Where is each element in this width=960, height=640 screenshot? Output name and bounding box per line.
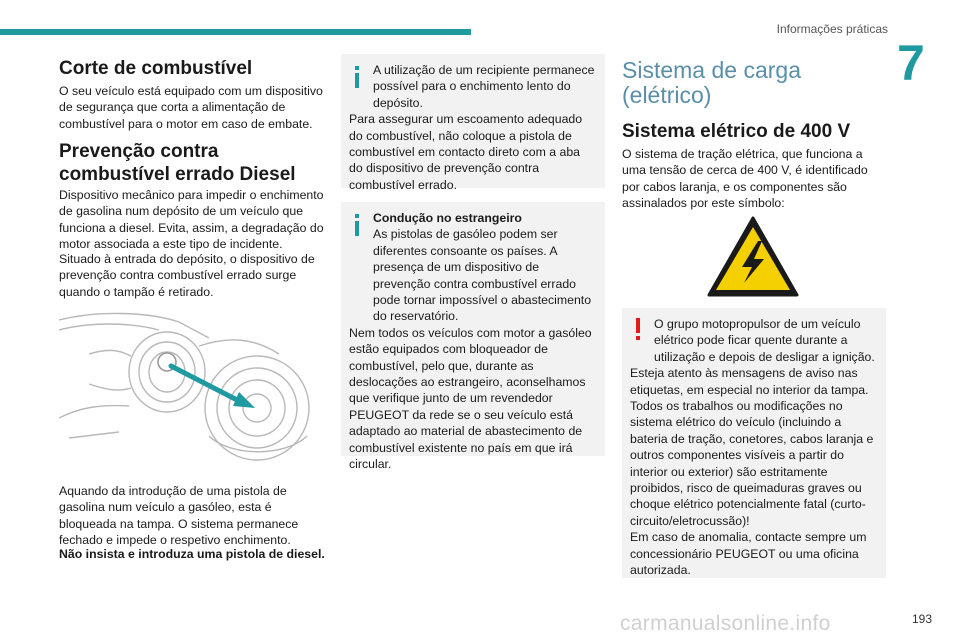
- paragraph: O seu veículo está equipado com um dispositivo de segurança que corta a alimentação de combustível para o motor em caso de embate.: [59, 84, 323, 131]
- section-title: Informações práticas: [776, 22, 888, 36]
- info-box-abroad: [341, 202, 605, 472]
- info-icon: [352, 66, 362, 88]
- paragraph: O sistema de tração elétrica, que funciona a uma tensão de cerca de 400 V, é identificado por cabos laranja, e os componentes são assinalados por este símbolo:: [622, 147, 868, 211]
- watermark: carmanualsonline.info: [620, 612, 831, 635]
- heading-fuel-cutoff: Corte de combustível: [59, 58, 253, 79]
- heading-misfuel-prevention: Prevenção contra combustível errado Diesel: [59, 141, 296, 185]
- info-text: A utilização de um recipiente permanece possível para o enchimento lento do depósito.: [373, 63, 595, 110]
- info-text: Para assegurar um escoamento adequado do combustível, não coloque a pistola de combustível em contacto direto com a aba do dispositivo de prevenção contra combustível errado.: [349, 112, 583, 192]
- warning-text: Em caso de anomalia, contacte sempre um concessionário PEUGEOT ou uma oficina autorizada.: [630, 530, 867, 578]
- warning-text: Esteja atento às mensagens de aviso nas etiquetas, em especial no interior da tampa.: [630, 366, 869, 397]
- warning-box-high-voltage: [622, 308, 886, 578]
- high-voltage-icon: [706, 215, 800, 299]
- chapter-number: 7: [897, 35, 925, 91]
- fuel-filler-illustration: [59, 308, 321, 462]
- heading-400v: Sistema elétrico de 400 V: [622, 121, 851, 142]
- warning-text: O grupo motopropulsor de um veículo elétrico pode ficar quente durante a utilização e depois de desligar a ignição.: [654, 317, 875, 364]
- paragraph: Aquando da introdução de uma pistola de gasolina num veículo a gasóleo, esta é bloqueada na tampa. O sistema permanece fechado e impede o respetivo enchimento.: [59, 484, 299, 548]
- paragraph-bold-warning: Não insista e introduza uma pistola de diesel.: [59, 547, 325, 561]
- paragraph: Dispositivo mecânico para impedir o enchimento de gasolina num depósito de um veículo que funciona a diesel. Evita, assim, a degradação do motor associada a este tipo de incidente.: [59, 188, 324, 252]
- info-title: Condução no estrangeiro: [373, 211, 522, 225]
- info-box-container: [341, 54, 605, 192]
- info-text: As pistolas de gasóleo podem ser diferentes consoante os países. A presença de um dispositivo de prevenção contra combustível errado pode tornar impossível o abastecimento do reservatório.: [373, 227, 592, 324]
- section-title-charging: Sistema de carga (elétrico): [622, 57, 801, 108]
- header-accent-bar: [0, 29, 471, 35]
- warning-text: Todos os trabalhos ou modificações no sistema elétrico do veículo (incluindo a bateria de tração, conetores, cabos laranja e outros componentes visíveis a partir do interior ou exterior) são estritamente proibidos, risco de queimaduras graves ou choque elétrico potencialmente fatal (curto-circuito/eletrocussão)!: [630, 399, 874, 528]
- info-icon: [352, 214, 362, 236]
- paragraph: Situado à entrada do depósito, o dispositivo de prevenção contra combustível errado surge quando o tampão é retirado.: [59, 252, 315, 299]
- page-number: 193: [911, 612, 932, 626]
- info-text: Nem todos os veículos com motor a gasóleo estão equipados com bloqueador de combustível, pelo que, durante as deslocações ao estrangeiro, aconselhamos que verifique junto de um revendedor PEUGEOT da rede se o seu veículo está adaptado ao material de abastecimento de combustível existente no país em que irá circular.: [349, 325, 592, 472]
- exclamation-icon: [633, 318, 643, 340]
